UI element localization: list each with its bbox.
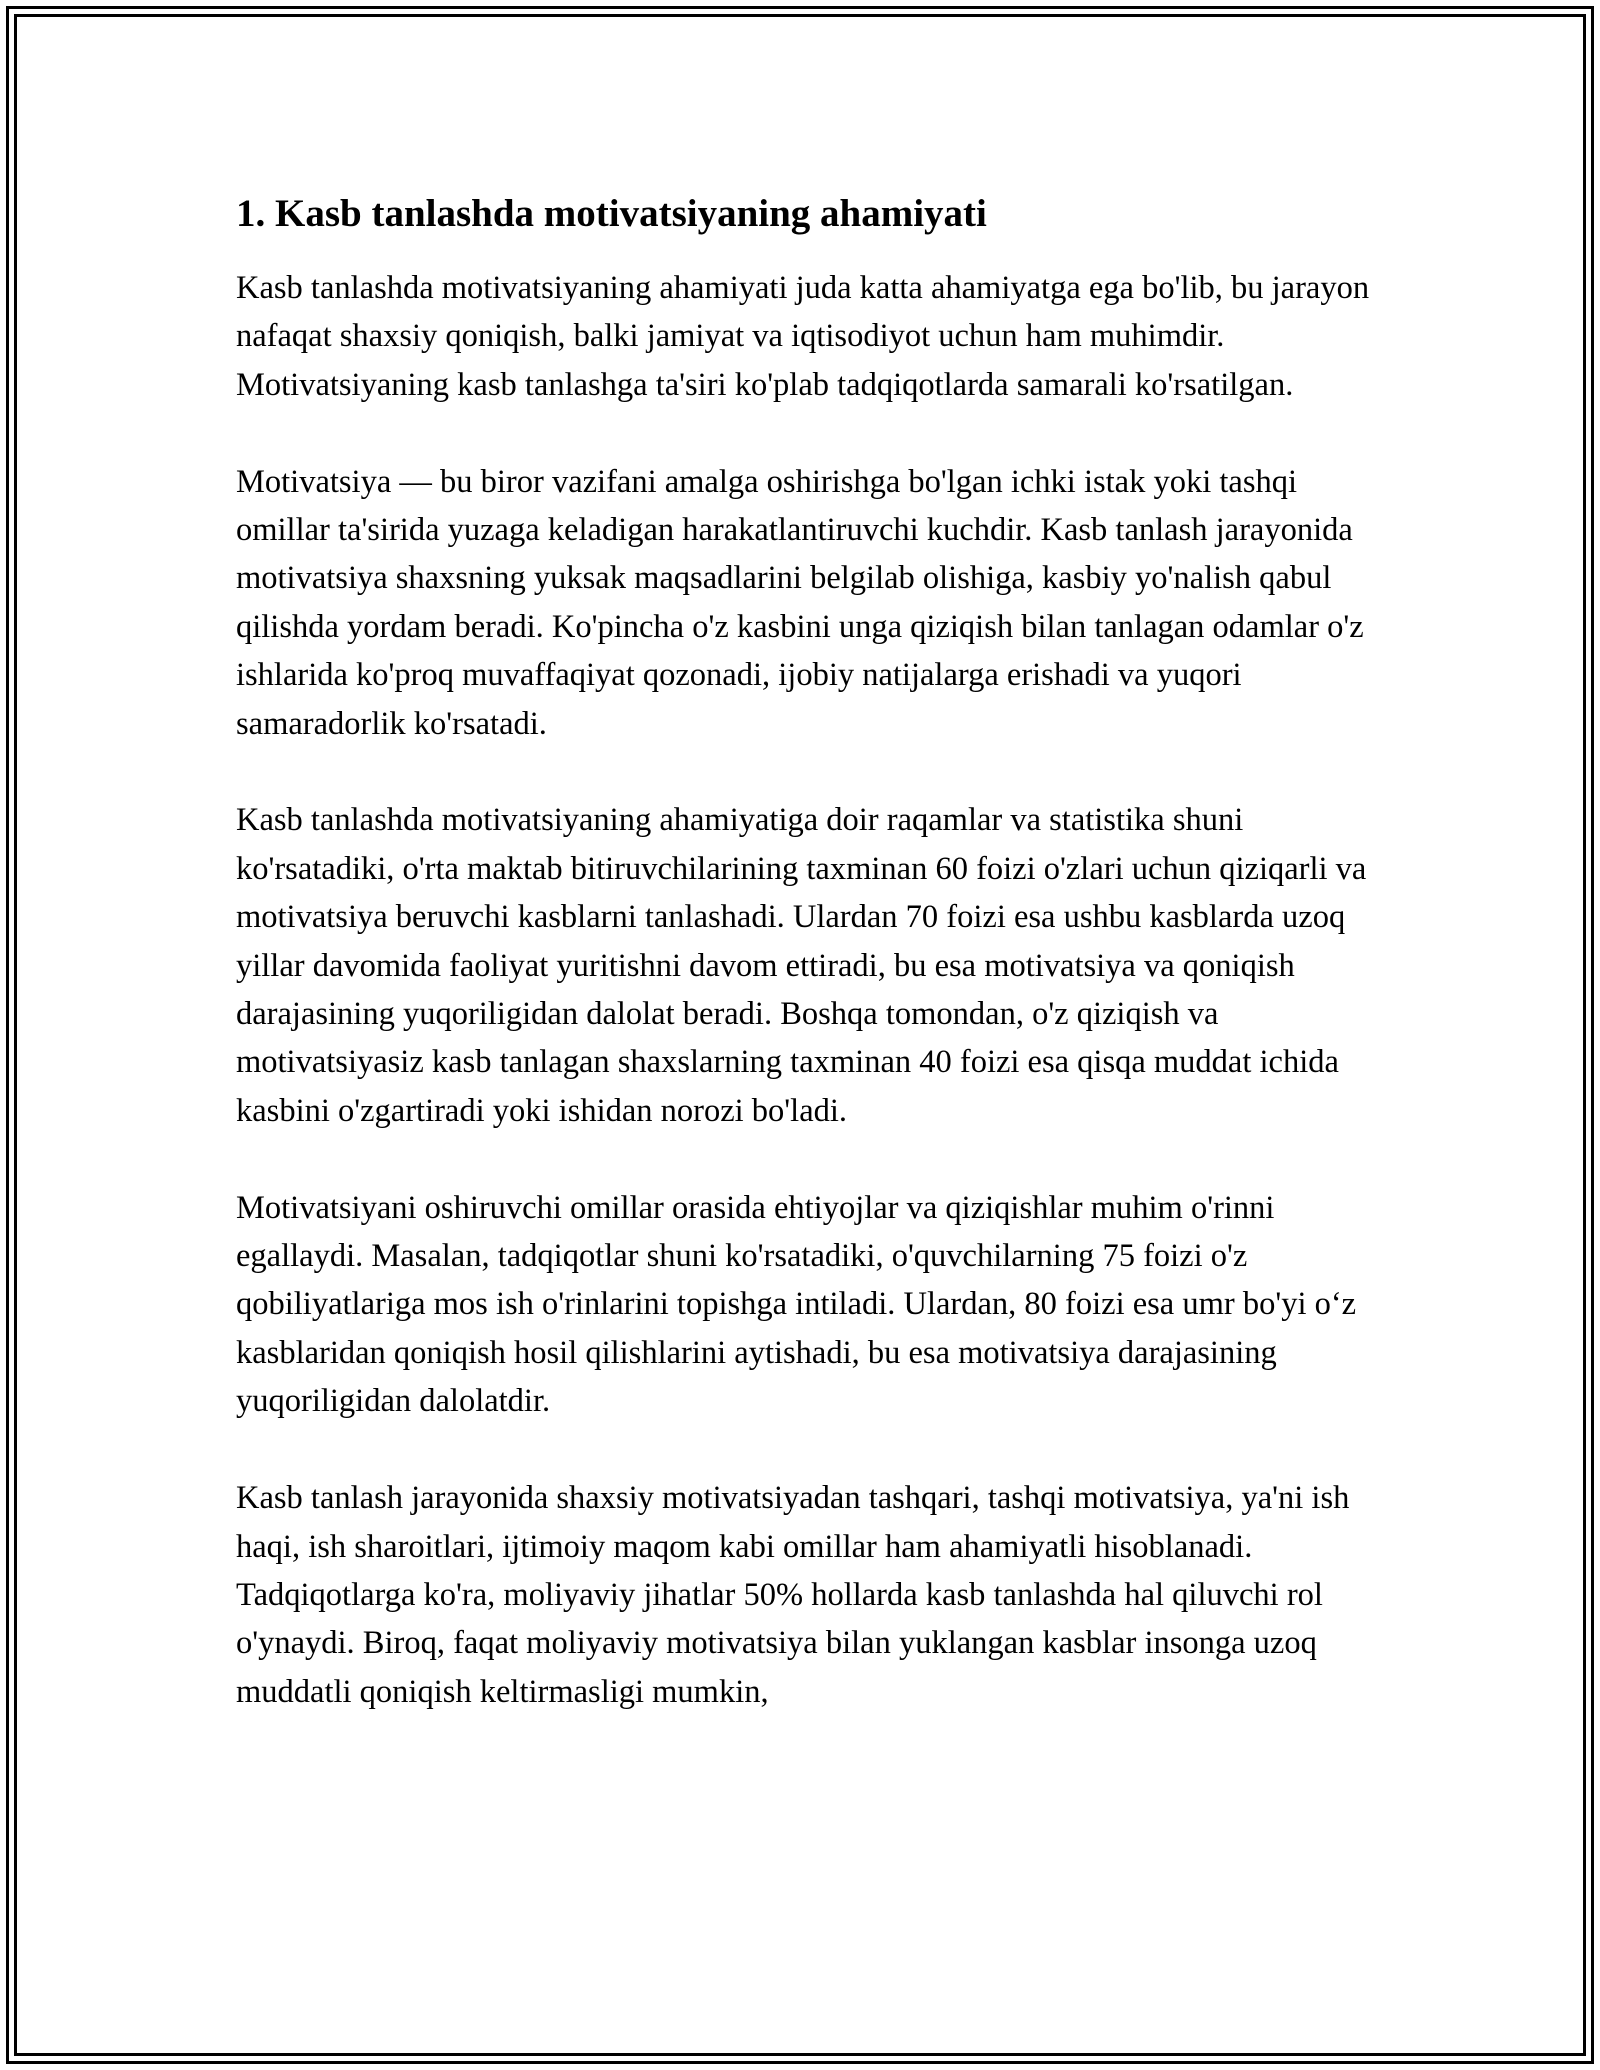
paragraph-1: Kasb tanlashda motivatsiyaning ahamiyati juda katta ahamiyatga ega bo'lib, bu jarayon nafaqat shaxsiy qoniqish, balki jamiyat va iqtisodiyot uchun ham muhimdir. Motivatsiyaning kasb tanlashga ta'siri ko'plab tadqiqotlarda samarali ko'rsatilgan. (236, 270, 1370, 403)
paragraph-5: Kasb tanlash jarayonida shaxsiy motivatsiyadan tashqari, tashqi motivatsiya, ya'ni ish haqi, ish sharoitlari, ijtimoiy maqom kabi omillar ham ahamiyatli hisoblanadi. Tadqiqotlarga ko'ra, moliyaviy jihatlar 50% hollarda kasb tanlashda hal qiluvchi rol o'ynaydi. Biroq, faqat moliyaviy motivatsiya bilan yuklangan kasblar insonga uzoq muddatli qoniqish keltirmasligi mumkin, (236, 1480, 1350, 1710)
paragraph-4: Motivatsiyani oshiruvchi omillar orasida ehtiyojlar va qiziqishlar muhim o'rinni egallaydi. Masalan, tadqiqotlar shuni ko'rsatadiki, o'quvchilarning 75 foizi o'z qobiliyatlariga mos ish o'rinlarini topishga intiladi. Ulardan, 80 foizi esa umr bo'yi o‘z kasblaridan qoniqish hosil qilishlarini aytishadi, bu esa motivatsiya darajasining yuqoriligidan dalolatdir. (236, 1189, 1357, 1420)
paragraph-3: Kasb tanlashda motivatsiyaning ahamiyatiga doir raqamlar va statistika shuni ko'rsatadiki, o'rta maktab bitiruvchilarining taxminan 60 foizi o'zlari uchun qiziqarli va motivatsiya beruvchi kasblarni tanlashadi. Ulardan 70 foizi esa ushbu kasblarda uzoq yillar davomida faoliyat yuritishni davom ettiradi, bu esa motivatsiya va qoniqish darajasining yuqoriligidan dalolat beradi. Boshqa tomondan, o'z qiziqish va motivatsiyasiz kasb tanlagan shaxslarning taxminan 40 foizi esa qisqa muddat ichida kasbini o'zgartiradi yoki ishidan norozi bo'ladi. (236, 802, 1367, 1129)
section-heading: 1. Kasb tanlashda motivatsiyaning ahamiyati (236, 192, 987, 235)
document-body (236, 184, 1376, 1765)
paragraph-2: Motivatsiya — bu biror vazifani amalga oshirishga bo'lgan ichki istak yoki tashqi omillar ta'sirida yuzaga keladigan harakatlantiruvchi kuchdir. Kasb tanlash jarayonida motivatsiya shaxsning yuksak maqsadlarini belgilab olishiga, kasbiy yo'nalish qabul qilishda yordam beradi. Ko'pincha o'z kasbini unga qiziqish bilan tanlagan odamlar o'z ishlarida ko'proq muvaffaqiyat qozonadi, ijobiy natijalarga erishadi va yuqori samaradorlik ko'rsatadi. (236, 463, 1364, 742)
